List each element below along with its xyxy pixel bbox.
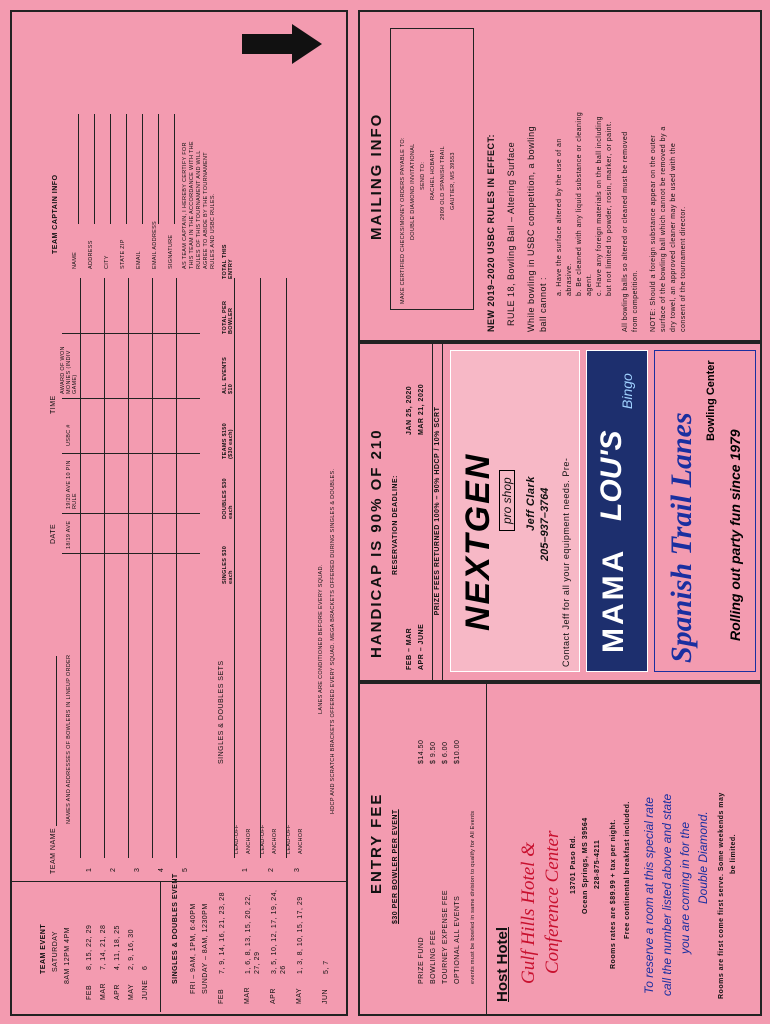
set-row-input[interactable]	[234, 278, 261, 858]
sd-event-month: JUN	[322, 988, 329, 1004]
singles-label: SINGLES $30 each	[222, 545, 234, 584]
down-arrow-icon	[242, 24, 322, 64]
entry-form-panel	[10, 10, 348, 1016]
payable-2: DOUBLE DIAMOND INVITATIONAL	[410, 143, 416, 240]
captain-field-input[interactable]	[142, 114, 143, 224]
time-label: TIME	[50, 395, 57, 414]
rule-c: c. Have any foreign materials on the ball including	[596, 116, 603, 296]
anchor-label: ANCHOR	[298, 828, 304, 854]
bowler-row-input[interactable]	[176, 278, 201, 858]
hotel-heading: Host Hotel	[494, 927, 511, 1002]
fee-label: PRIZE FUND	[418, 937, 425, 984]
contact-phone: 205–937–3764	[539, 487, 551, 561]
team-event-day: SATURDAY	[52, 930, 59, 972]
captain-field-label: CITY	[104, 255, 110, 269]
bowler-row-input[interactable]	[80, 278, 105, 858]
team-event-month: MAY	[128, 983, 135, 1000]
sd-event-date-list: 3, 5, 10, 12, 17, 19, 24, 26	[271, 889, 287, 974]
hotel-phone: 228-875-4211	[594, 839, 601, 889]
all-events-label: ALL EVENTS $10	[222, 356, 234, 394]
while-2: ball cannot :	[538, 276, 548, 332]
sd-event-date-list: 1, 6, 8, 13, 15, 20, 22, 27, 29	[245, 893, 261, 974]
teams-label: TEAMS $150 ($30 each)	[222, 422, 234, 459]
deadline-2-label: APR – JUNE	[418, 623, 425, 670]
reserve-line-4: Double Diamond.	[696, 811, 710, 904]
rule-a: a. Have the surface altered by the use of an	[556, 138, 563, 296]
leadoff-label: LEAD-OFF	[286, 824, 292, 854]
team-event-month: MAR	[100, 982, 107, 1000]
bowler-row-input[interactable]	[152, 278, 177, 858]
sd-event-title: SINGLES & DOUBLES EVENT	[172, 873, 179, 984]
lanes-tagline: Rolling out party fun since 1979	[727, 429, 743, 641]
captain-field-label: EMAIL ADDRESS	[152, 220, 158, 269]
address-1: RACHEL HOBART	[430, 149, 436, 200]
fee-label: TOURNEY EXPENSE FEE	[442, 889, 449, 984]
captain-field-input[interactable]	[94, 114, 95, 224]
team-event-time: 8AM 12PM 4PM	[64, 927, 71, 984]
captain-field-input[interactable]	[158, 114, 159, 224]
hotel-address-1: 13701 Paso Rd.	[570, 835, 577, 894]
while-1: While bowling in USBC competition, a bowling	[526, 125, 536, 332]
team-event-date-list: 7, 14, 21, 28	[100, 924, 107, 970]
leadoff-label: LEAD-OFF	[260, 824, 266, 854]
column-divider	[62, 453, 200, 454]
deadline-2-date: MAR 21, 2020	[418, 383, 425, 435]
payable-1: MAKE CERTIFIED CHECKS/MONEY ORDERS PAYABLE TO:	[400, 137, 406, 304]
fee-value: $ 9.50	[430, 741, 437, 764]
nextgen-logo: NEXTGEN	[459, 452, 497, 631]
sd-event-month: FEB	[218, 988, 225, 1004]
rule-b: b. Be cleaned with any liquid substance or cleaning	[576, 111, 583, 296]
contact-note: Contact Jeff for all your equipment needs. Pre-	[561, 457, 571, 667]
bowler-row-input[interactable]	[104, 278, 129, 858]
footer-brackets: HDCP AND SCRATCH BRACKETS OFFERED EVERY SQUAD. MEGA BRACKETS OFFERED DURING SINGLES & DOUBLES.	[330, 468, 336, 814]
rule-c2: but not limited to powder, rosin, marker, or paint.	[606, 121, 613, 296]
col-avg1: 18/19 AVE	[66, 520, 72, 549]
hotel-address-2: Ocean Springs, MS 39564	[582, 817, 589, 914]
deadline-label: RESERVATION DEADLINE:	[392, 475, 399, 575]
captain-info-title: TEAM CAPTAIN INFO	[52, 174, 59, 254]
captain-statement: AS TEAM CAPTAIN, I HEREBY CERTIFY FOR THIS TEAM IN THE ACCORDANCE WITH THE RULES OF THIS TOURNAMENT AND WILL AGREE TO ABIDE BY THE TOURNAMENT RULES AND USBC RULES.	[182, 141, 216, 269]
mama-lous-ad	[586, 350, 648, 672]
set-row-input[interactable]	[286, 278, 313, 858]
column-divider	[62, 333, 200, 334]
bingo-logo: Bingo	[619, 373, 635, 409]
first-come-2: be limited.	[730, 833, 737, 874]
sd-event-month: MAY	[296, 987, 303, 1004]
col-award: AWARD OF WON MONIES (INDIV GAME)	[60, 346, 78, 394]
handicap-title: HANDICAP IS 90% OF 210	[368, 428, 385, 658]
col-avg2: 19/20 AVE 10 PIN RULE	[66, 460, 78, 509]
note-1: NOTE: Should a foreign substance appear on the outer	[650, 134, 657, 332]
all-1: All bowling balls so altered or cleaned must be removed	[622, 131, 629, 332]
note-2: surface of the bowling ball which cannot be removed by a	[660, 126, 667, 332]
row-number: 3	[134, 867, 141, 872]
hotel-rates: Rooms rates are $89.99 + tax per night.	[610, 819, 617, 969]
proshop-logo: pro shop	[499, 470, 515, 531]
address-2: 2909 OLD SPANISH TRAIL	[440, 146, 446, 220]
set-number: 1	[242, 867, 249, 872]
anchor-label: ANCHOR	[272, 828, 278, 854]
sd-event-month: MAR	[244, 986, 251, 1004]
mailing-title: MAILING INFO	[368, 112, 385, 240]
bowler-row-input[interactable]	[128, 278, 153, 858]
team-event-title: TEAM EVENT	[40, 923, 47, 974]
leadoff-label: LEAD-OFF	[234, 824, 240, 854]
team-event-date-list: 6	[142, 965, 149, 970]
col-usbc: USBC #	[66, 424, 72, 446]
captain-field-input[interactable]	[126, 114, 127, 224]
note-3: dry towel, an approved cleaner may be used with the	[670, 142, 677, 332]
captain-field-input[interactable]	[78, 114, 79, 224]
fee-label: OPTIONAL ALL EVENTS	[454, 895, 461, 984]
note-4: consent of the tournament director.	[680, 206, 687, 332]
rule-a2: abrasive.	[566, 263, 573, 296]
date-label: DATE	[50, 523, 57, 544]
sd-event-month: APR	[270, 988, 277, 1004]
mama-logo: MAMA	[597, 547, 630, 653]
send-to: SEND TO:	[420, 161, 426, 190]
fee-label: BOWLING FEE	[430, 929, 437, 984]
row-number: 2	[110, 867, 117, 872]
mailing-panel	[358, 10, 762, 342]
sd-event-date-list: 1, 3, 8, 10, 15, 17, 29	[297, 896, 304, 974]
address-3: GAUTIER, MS 39553	[450, 152, 456, 210]
set-number: 3	[294, 867, 301, 872]
hotel-name-1: Gulf Hills Hotel &	[518, 842, 539, 984]
team-event-date-list: 4, 11, 18, 25	[114, 925, 121, 970]
set-number: 2	[268, 867, 275, 872]
captain-field-input[interactable]	[174, 114, 175, 224]
spanish-trail-lanes-ad	[654, 350, 756, 672]
fee-value: $10.00	[454, 739, 461, 764]
entry-fee-subtitle: $30 PER BOWLER PER EVENT	[392, 809, 399, 924]
captain-field-label: ADDRESS	[88, 240, 94, 269]
captain-field-label: SIGNATURE	[168, 234, 174, 269]
reserve-line-2: call the number listed above and state	[660, 793, 674, 996]
entry-fee-title: ENTRY FEE	[368, 792, 385, 894]
captain-field-input[interactable]	[110, 114, 111, 224]
sd-event-date-list: 5, 7	[323, 960, 330, 974]
total-entry-label: TOTAL THIS ENTRY	[222, 244, 234, 279]
team-event-month: FEB	[86, 984, 93, 1000]
column-divider	[62, 513, 200, 514]
hotel-name-2: Conference Center	[542, 830, 563, 974]
captain-field-label: EMAIL	[136, 250, 142, 269]
divider	[486, 684, 487, 1014]
column-divider	[62, 553, 200, 554]
fee-note: events must be bowled in same division to qualify for All Events	[470, 810, 476, 984]
doubles-label: DOUBLES $30 each	[222, 478, 234, 519]
total-bowler-label: TOTAL PER BOWLER	[222, 300, 234, 334]
deadline-1-label: FEB – MAR	[406, 627, 413, 670]
row-number: 5	[182, 867, 189, 872]
lous-logo: LOU'S	[595, 430, 628, 521]
captain-field-label: NAME	[72, 251, 78, 269]
team-event-month: APR	[114, 984, 121, 1000]
team-event-date-list: 8, 15, 22, 29	[86, 924, 93, 970]
all-2: from competition.	[632, 269, 639, 332]
hotel-breakfast: Free continental breakfast included.	[624, 801, 631, 939]
row-number: 1	[86, 867, 93, 872]
names-header: NAMES AND ADDRESSES OF BOWLERS IN LINEUP ORDER	[66, 654, 72, 824]
reserve-line-1: To reserve a room at this special rate	[642, 797, 656, 994]
nextgen-proshop-ad	[450, 350, 580, 672]
team-event-month: JUNE	[142, 979, 149, 1000]
divider	[160, 882, 161, 1012]
team-name-label: TEAM NAME	[50, 827, 57, 874]
rules-title: NEW 2019–2020 USBC RULES IN EFFECT:	[486, 133, 496, 332]
rule-b2: agent.	[586, 273, 593, 296]
lanes-sub: Bowling Center	[705, 360, 717, 441]
prize-fees: PRIZE FEES RETURNED 100% – 90% HDCP / 10% SCRT	[432, 342, 443, 680]
reserve-line-3: you are coming in for the	[678, 821, 692, 954]
entry-fee-panel	[358, 682, 762, 1016]
sd-event-fri: FRI – 9AM, 1PM, 6:40PM	[190, 903, 197, 994]
handicap-panel	[358, 342, 762, 682]
rule-18: RULE 18, Bowling Ball – Altering Surface	[506, 141, 516, 326]
team-name-input[interactable]	[56, 656, 57, 826]
captain-field-label: STATE ZIP	[120, 239, 126, 269]
first-come-1: Rooms are first come first serve. Some weekends may	[718, 792, 725, 999]
sd-sets-label: SINGLES & DOUBLES SETS	[218, 660, 225, 764]
sd-event-sun: SUNDAY – 8AM, 1230PM	[202, 903, 209, 994]
fee-value: $ 6.00	[442, 741, 449, 764]
row-number: 4	[158, 867, 165, 872]
footer-conditioned: LANES ARE CONDITIONED BEFORE EVERY SQUAD.	[318, 564, 324, 714]
contact-name: Jeff Clark	[525, 476, 537, 531]
set-row-input[interactable]	[260, 278, 287, 858]
sd-event-date-list: 7, 9, 14, 16, 21, 23, 28	[219, 891, 226, 974]
lanes-logo: Spanish Trail Lanes	[665, 412, 698, 663]
team-event-date-list: 2, 9, 16, 30	[128, 928, 135, 970]
anchor-label: ANCHOR	[246, 828, 252, 854]
fee-value: $14.50	[418, 739, 425, 764]
divider	[12, 881, 348, 882]
column-divider	[62, 398, 200, 399]
deadline-1-date: JAN 25, 2020	[406, 385, 413, 435]
